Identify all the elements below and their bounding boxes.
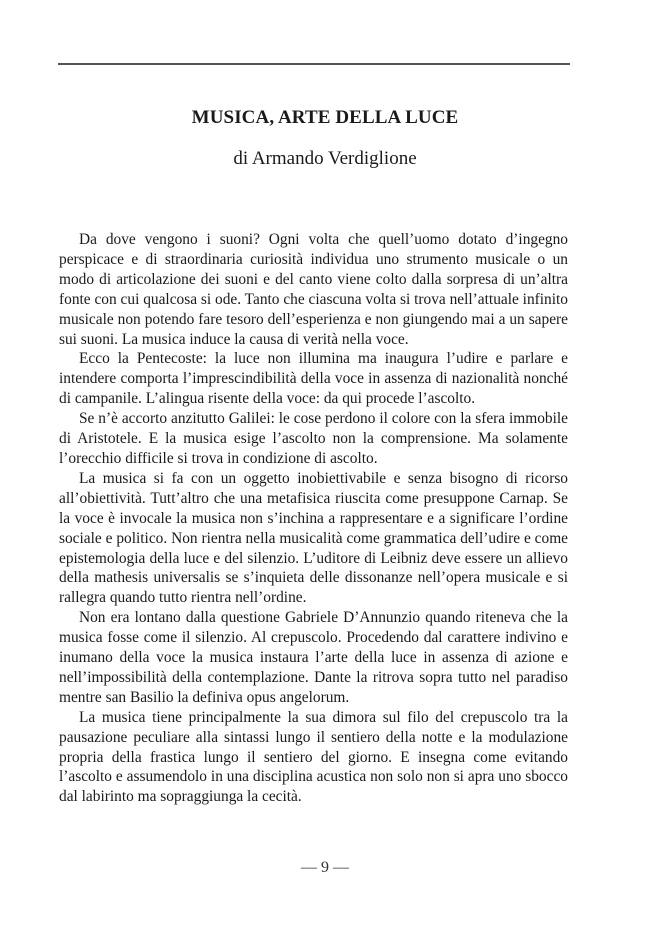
paragraph: Ecco la Pentecoste: la luce non illumina ma inaugura l’udire e parlare e intendere comporta l’imprescindibilità della voce in assenza di nazionalità nonché di campanile. L’alingua risente della voce: da qui procede l’ascolto. bbox=[59, 350, 568, 408]
article-title: MUSICA, ARTE DELLA LUCE bbox=[191, 107, 459, 128]
paragraph: La musica tiene principalmente la sua dimora sul filo del crepuscolo tra la pausazione peculiare alla sintassi lungo il sentiero della notte e la modulazione propria della frastica lungo il sentiero del giorno. E insegna come evitando l’ascolto e assumendolo in una disciplina acustica non solo non si apra uno sbocco dal labirinto ma sopraggiunga la cecità. bbox=[59, 708, 568, 806]
paragraph: Se n’è accorto anzitutto Galilei: le cose perdono il colore con la sfera immobile di Aristotele. E la musica esige l’ascolto non la comprensione. Ma solamente l’orecchio difficile si trova in condizione di ascolto. bbox=[59, 410, 568, 467]
article-body bbox=[59, 230, 568, 807]
page-number: — 9 — bbox=[301, 859, 349, 876]
article-author: di Armando Verdiglione bbox=[233, 148, 417, 169]
paragraph: Non era lontano dalla questione Gabriele D’Annunzio quando riteneva che la musica fosse come il silenzio. Al crepuscolo. Procedendo dal carattere indivino e inumano della voce la musica instaura l’arte della luce in assenza di azione e nell’impossibilità della contemplazione. Dante la ritrova sopra tutto nel paradiso mentre san Basilio la definiva opus angelorum. bbox=[59, 609, 568, 706]
paragraph: La musica si fa con un oggetto inobiettivabile e senza bisogno di ricorso all’obiettività. Tutt’altro che una metafisica riuscita come presuppone Carnap. Se la voce è invocale la musica non s’inchina a rappresentare e a significare l’ordine sociale e politico. Non rientra nella musicalità come grammatica dell’udire e come epistemologia della luce e del silenzio. L’uditore di Leibniz deve essere un allievo della mathesis universalis se s’inquieta delle dissonanze nell’opera musicale e si rallegra quando tutto rientra nell’ordine. bbox=[59, 469, 568, 607]
paragraph: Da dove vengono i suoni? Ogni volta che quell’uomo dotato d’ingegno perspicace e di straordinaria curiosità individua uno strumento musicale o un modo di articolazione dei suoni e del canto viene colto dalla sorpresa di un’altra fonte con cui qualcosa si ode. Tanto che ciascuna volta si trova nell’attuale infinito musicale non potendo fare tesoro dell’esperienza e non giungendo mai a un sapere sui suoni. La musica induce la causa di verità nella voce. bbox=[59, 231, 568, 348]
top-rule bbox=[58, 63, 570, 65]
